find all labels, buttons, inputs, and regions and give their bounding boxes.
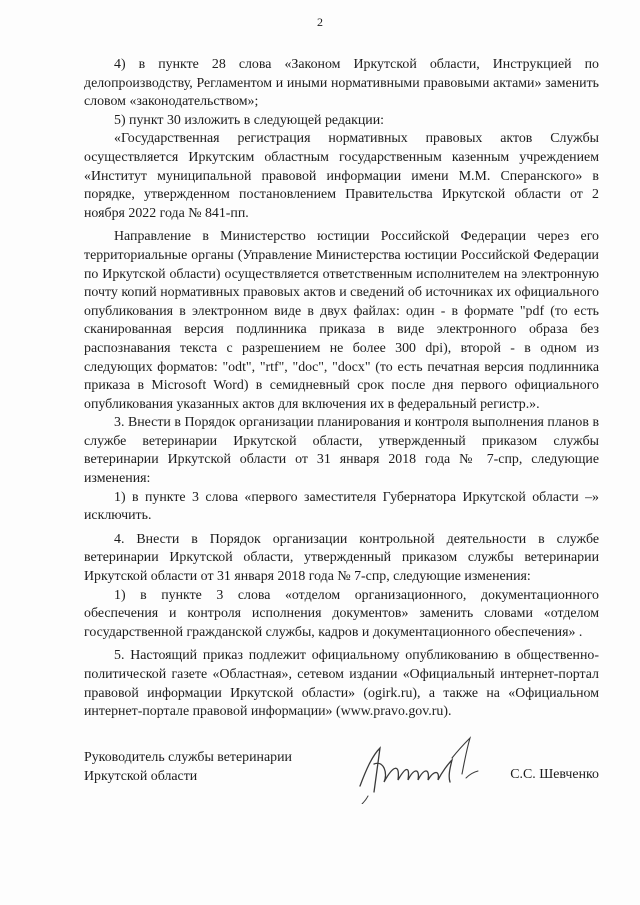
paragraph-item-4: 4) в пункте 28 слова «Законом Иркутской области, Инструкцией по делопроизводству, Регламентом и иными нормативными правовыми актами» заменить словом «законодательством»;	[84, 57, 599, 110]
paragraph-item-5: 5) пункт 30 изложить в следующей редакции:	[114, 112, 385, 128]
paragraph-state-registration: «Государственная регистрация нормативных правовых актов Службы осуществляется Иркутским областным государственным казенным учреждением «Институт муниципальной правовой информации имени М.М. Сперанского» в порядке, утвержденном постановлением Правительства Иркутской области от 2 ноября 2022 года № 841-пп.	[84, 131, 599, 221]
signature-block	[84, 748, 599, 808]
paragraph-section-5: 5. Настоящий приказ подлежит официальному опубликованию в общественно-политической газете «Областная», сетевом издании «Официальный интернет-портал правовой информации Иркутской области» (ogirk.ru), а также на «Официальном интернет-портале правовой информации» (www.pravo.gov.ru).	[84, 648, 599, 720]
signatory-name: С.С. Шевченко	[510, 767, 599, 782]
paragraph-section-4-item-1: 1) в пункте 3 слова «отделом организационного, документационного обеспечения и контроля исполнения документов» заменить словами «отделом государственной гражданской службы, кадров и документационного обеспечения» .	[84, 587, 599, 640]
signatory-title-line-1: Руководитель службы ветеринарии	[84, 750, 292, 765]
signatory-title	[84, 748, 354, 786]
document-body	[84, 56, 599, 722]
page-number: 2	[317, 15, 323, 29]
paragraph-section-3: 3. Внести в Порядок организации планирования и контроля выполнения планов в службе ветеринарии Иркутской области, утвержденный приказом службы ветеринарии Иркутской области от 31 января 2018 года № 7-спр, следующие изменения:	[84, 415, 599, 487]
paragraph-ministry-justice: Направление в Министерство юстиции Российской Федерации через его территориальные органы (Управление Министерства юстиции Российской Федерации по Иркутской области) осуществляется ответственным исполнителем на электронную почту копий нормативных правовых актов и сведений об источниках их официального опубликования в электронном виде в двух файлах: один - в формате "pdf (то есть сканированная версия подлинника приказа в виде электронного образа без распознавания текста с разрешением не более 300 dpi), второй - в одном из следующих форматов: "odt", "rtf", "doc", "docx" (то есть печатная версия подлинника приказа в Microsoft Word) в семидневный срок после дня первого официального опубликования указанных актов для включения их в федеральный регистр.».	[84, 229, 599, 412]
paragraph-section-3-item-1: 1) в пункте 3 слова «первого заместителя Губернатора Иркутской области –» исключить.	[84, 489, 599, 524]
handwritten-signature	[354, 734, 504, 804]
paragraph-section-4: 4. Внести в Порядок организации контрольной деятельности в службе ветеринарии Иркутской области, утвержденный приказом службы ветеринарии Иркутской области от 31 января 2018 года № 7-спр, следующие изменения:	[84, 531, 599, 585]
signatory-title-line-2: Иркутской области	[84, 769, 198, 784]
